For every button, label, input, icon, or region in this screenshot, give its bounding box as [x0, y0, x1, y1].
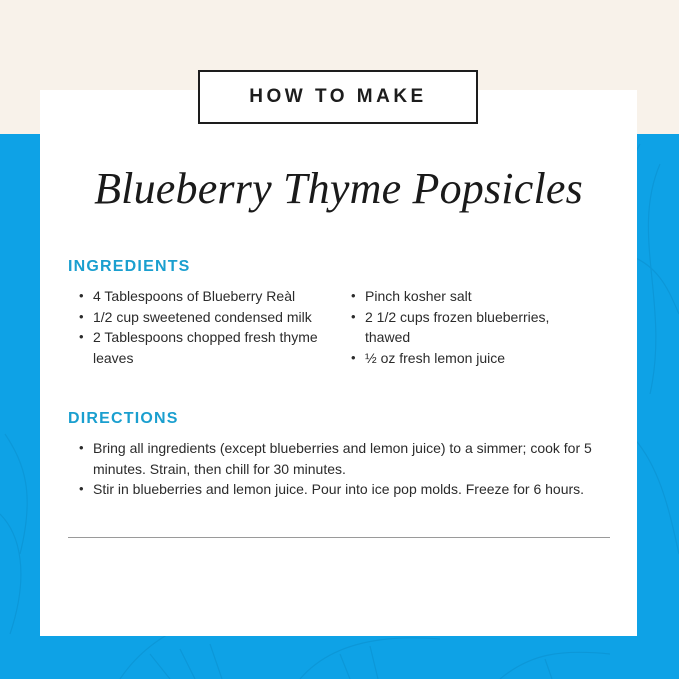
- list-item: • 2 1/2 cups frozen blueberries, thawed: [351, 307, 591, 348]
- directions-list: [79, 438, 619, 500]
- list-item: • Stir in blueberries and lemon juice. Pour into ice pop molds. Freeze for 6 hours.: [79, 479, 619, 500]
- list-item: • Pinch kosher salt: [351, 286, 591, 307]
- directions-heading: DIRECTIONS: [68, 410, 179, 427]
- how-to-make-badge: HOW TO MAKE: [198, 70, 478, 124]
- ingredients-list-left: [79, 286, 349, 368]
- list-item: • Bring all ingredients (except blueberries and lemon juice) to a simmer; cook for 5 minutes. Strain, then chill for 30 minutes.: [79, 438, 619, 479]
- list-item: • 4 Tablespoons of Blueberry Reàl: [79, 286, 349, 307]
- list-item: • ½ oz fresh lemon juice: [351, 348, 591, 369]
- recipe-title: Blueberry Thyme Popsicles: [94, 164, 583, 213]
- ingredients-list-right: [351, 286, 591, 368]
- list-item: • 1/2 cup sweetened condensed milk: [79, 307, 349, 328]
- list-item: • 2 Tablespoons chopped fresh thyme leaves: [79, 327, 349, 368]
- ingredients-heading: INGREDIENTS: [68, 258, 191, 275]
- divider: [68, 537, 610, 538]
